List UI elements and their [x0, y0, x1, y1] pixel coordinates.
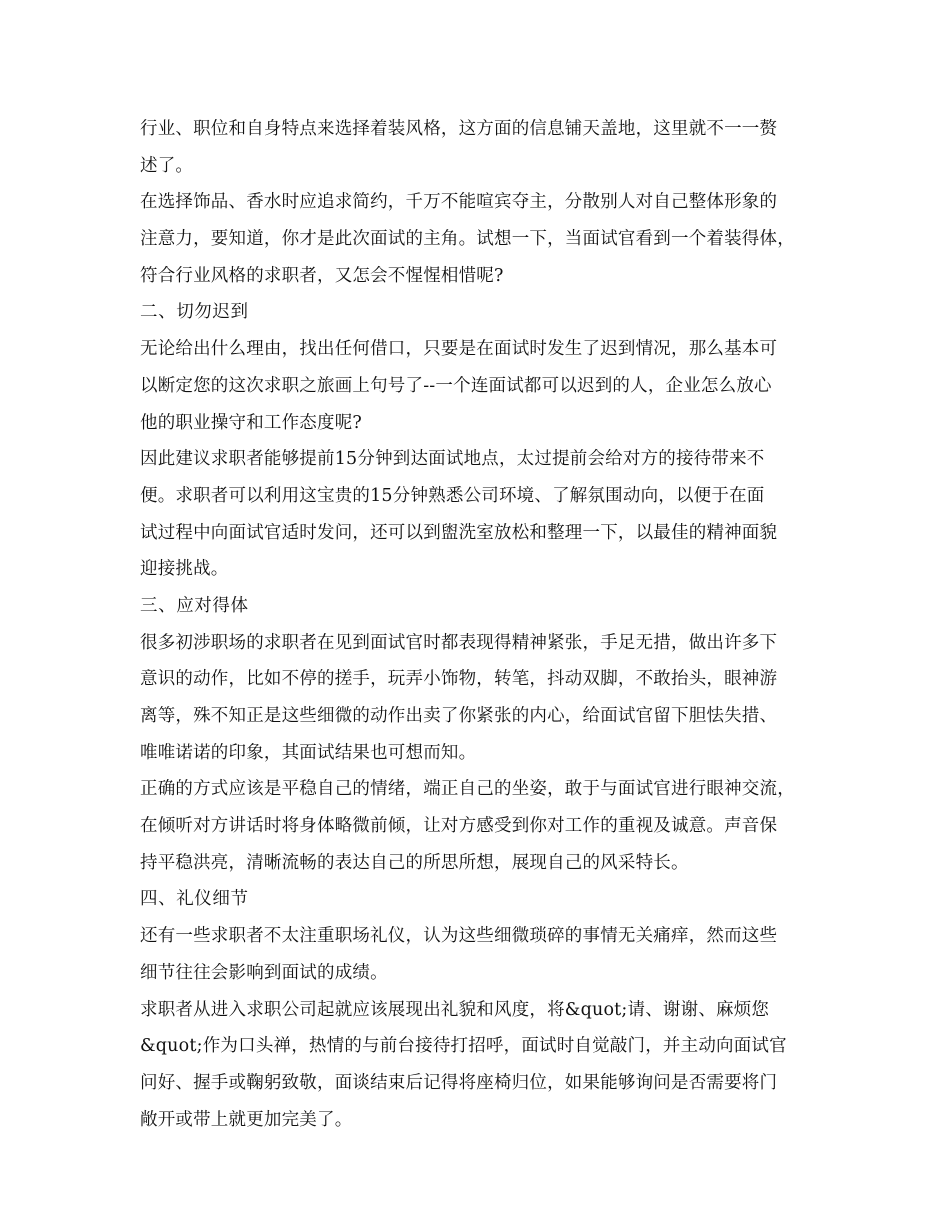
section-heading: 二、切勿迟到	[140, 302, 249, 323]
text-line: 唯唯诺诺的印象，其面试结果也可想而知。	[140, 742, 477, 763]
text-line: 无论给出什么理由，找出任何借口，只要是在面试时发生了迟到情况，那么基本可	[140, 339, 778, 360]
text-line: 他的职业操守和工作态度呢?	[140, 412, 362, 433]
text-line: 离等，殊不知正是这些细微的动作出卖了你紧张的内心，给面试官留下胆怯失措、	[140, 706, 778, 726]
text-line: 细节往往会影响到面试的成绩。	[140, 962, 388, 983]
text-line: 符合行业风格的求职者，又怎会不惺惺相惜呢?	[140, 265, 504, 286]
text-line: 很多初涉职场的求职者在见到面试官时都表现得精神紧张，手足无措，做出许多下	[140, 632, 778, 653]
text-line: &quot;作为口头禅，热情的与前台接待打招呼，面试时自觉敲门，并主动向面试官	[140, 1036, 787, 1057]
text-line: 因此建议求职者能够提前15分钟到达面试地点，太过提前会给对方的接待带来不	[140, 449, 765, 470]
text-line: 敞开或带上就更加完美了。	[140, 1109, 353, 1130]
text-line: 问好、握手或鞠躬致敬，面谈结束后记得将座椅归位，如果能够询问是否需要将门	[140, 1072, 778, 1093]
text-line: 以断定您的这次求职之旅画上句号了--一个连面试都可以迟到的人，企业怎么放心	[140, 375, 772, 396]
text-line: 述了。	[140, 155, 194, 176]
text-line: 在倾听对方讲话时将身体略微前倾，让对方感受到你对工作的重视及诚意。声音保	[140, 816, 778, 837]
text-line: 正确的方式应该是平稳自己的情绪，端正自己的坐姿，敢于与面试官进行眼神交流，	[140, 779, 795, 800]
text-line: 便。求职者可以利用这宝贵的15分钟熟悉公司环境、了解氛围动向，以便于在面	[140, 485, 765, 506]
text-line: 在选择饰品、香水时应追求简约，千万不能喧宾夺主，分散别人对自己整体形象的	[140, 192, 778, 213]
text-line: 行业、职位和自身特点来选择着装风格，这方面的信息铺天盖地，这里就不一一赘	[140, 119, 778, 139]
text-line: 迎接挑战。	[140, 559, 229, 580]
text-line: 意识的动作，比如不停的搓手，玩弄小饰物，转笔，抖动双脚，不敢抬头，眼神游	[140, 669, 778, 690]
text-line: 试过程中向面试官适时发问，还可以到盥洗室放松和整理一下，以最佳的精神面貌	[140, 522, 778, 543]
section-heading: 三、应对得体	[140, 595, 249, 616]
text-line: 持平稳洪亮，清晰流畅的表达自己的所思所想，展现自己的风采特长。	[140, 852, 689, 873]
section-heading: 四、礼仪细节	[140, 889, 249, 910]
document-body	[140, 111, 830, 1138]
text-line: 还有一些求职者不太注重职场礼仪，认为这些细微琐碎的事情无关痛痒，然而这些	[140, 926, 778, 947]
text-line: 注意力，要知道，你才是此次面试的主角。试想一下，当面试官看到一个着装得体，	[140, 229, 795, 250]
text-line: 求职者从进入求职公司起就应该展现出礼貌和风度，将&quot;请、谢谢、麻烦您	[140, 999, 770, 1020]
